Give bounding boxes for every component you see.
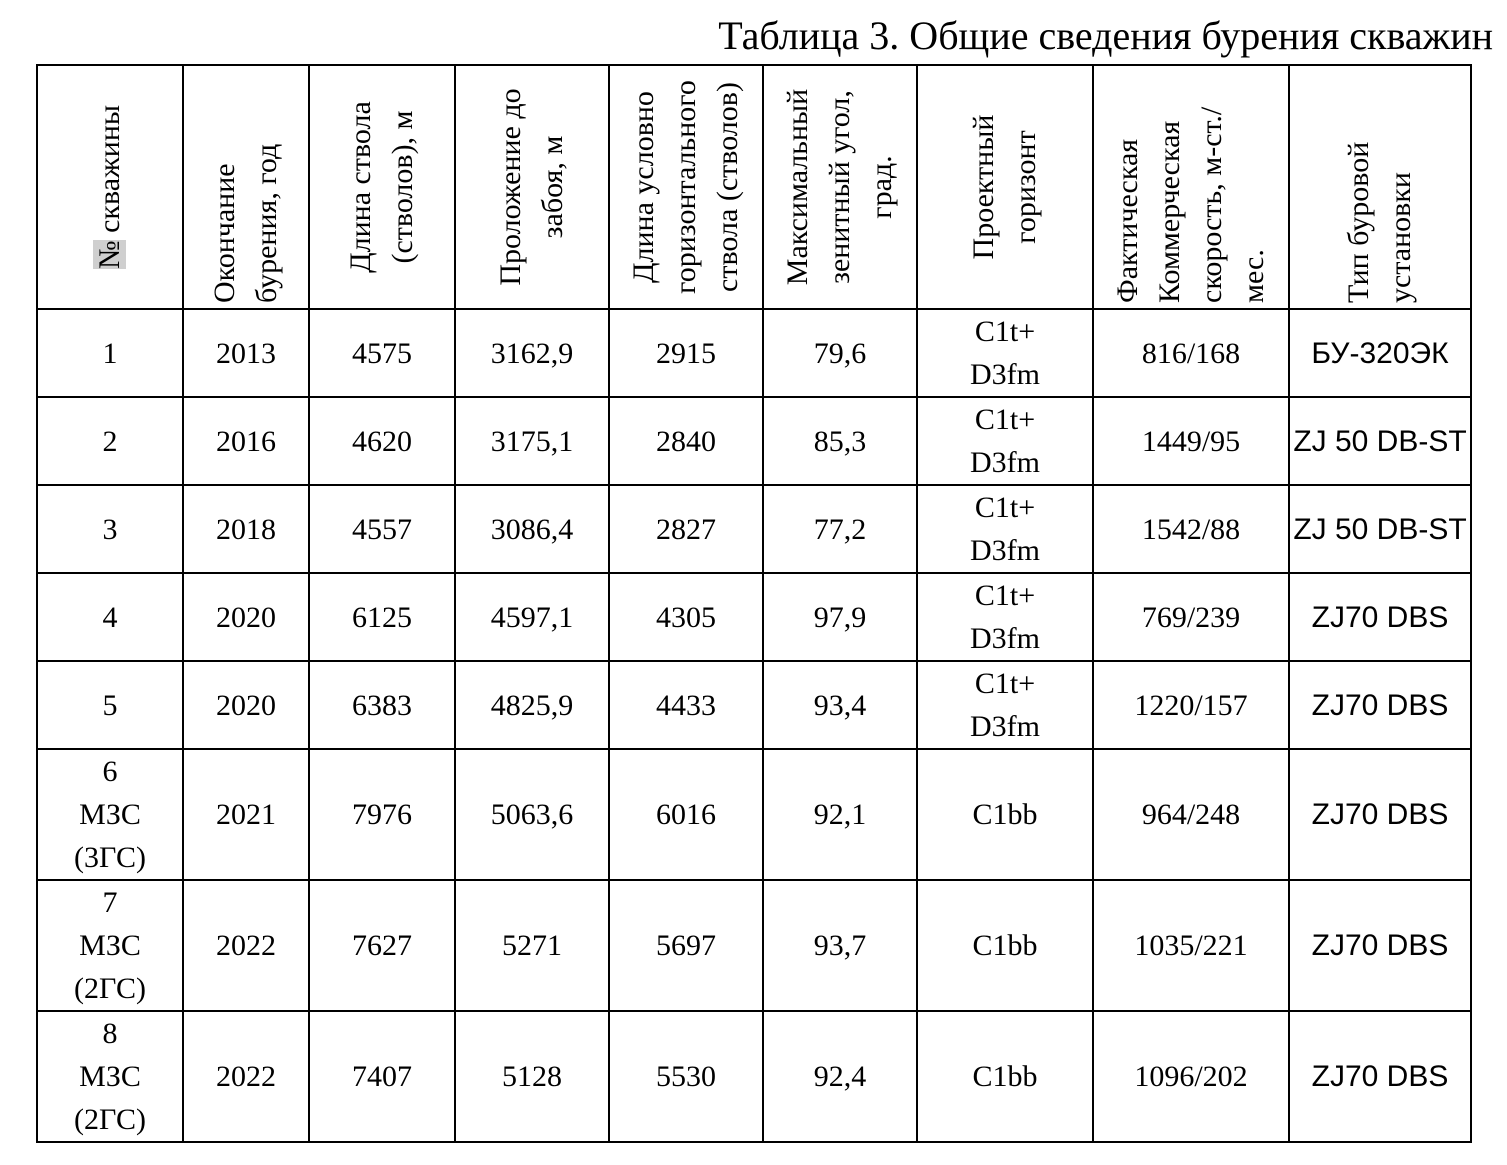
cell-angle: 79,6	[763, 309, 917, 397]
cell-rig: ZJ70 DBS	[1289, 749, 1471, 880]
cell-speed: 964/248	[1093, 749, 1289, 880]
cell-well: 6 МЗС (3ГС)	[37, 749, 183, 880]
cell-year: 2016	[183, 397, 309, 485]
cell-rig: ZJ70 DBS	[1289, 1011, 1471, 1142]
table-row	[37, 749, 1471, 880]
cell-well: 2	[37, 397, 183, 485]
cell-horizon: C1t+ D3fm	[917, 309, 1093, 397]
table-row	[37, 485, 1471, 573]
cell-speed: 1542/88	[1093, 485, 1289, 573]
cell-offset: 3086,4	[455, 485, 609, 573]
cell-speed: 816/168	[1093, 309, 1289, 397]
cell-horizon: C1t+ D3fm	[917, 397, 1093, 485]
cell-year: 2022	[183, 880, 309, 1011]
cell-angle: 93,7	[763, 880, 917, 1011]
cell-length: 4557	[309, 485, 455, 573]
cell-angle: 85,3	[763, 397, 917, 485]
cell-horizontal: 4433	[609, 661, 763, 749]
cell-rig: ZJ70 DBS	[1289, 573, 1471, 661]
cell-angle: 92,1	[763, 749, 917, 880]
cell-well: 1	[37, 309, 183, 397]
cell-horizon: C1bb	[917, 880, 1093, 1011]
table-title: Таблица 3. Общие сведения бурения скважин	[718, 13, 1493, 58]
cell-year: 2022	[183, 1011, 309, 1142]
cell-angle: 97,9	[763, 573, 917, 661]
cell-length: 7976	[309, 749, 455, 880]
cell-horizontal: 2840	[609, 397, 763, 485]
cell-speed: 1096/202	[1093, 1011, 1289, 1142]
table-row	[37, 1011, 1471, 1142]
cell-length: 6125	[309, 573, 455, 661]
cell-speed: 1035/221	[1093, 880, 1289, 1011]
cell-length: 7407	[309, 1011, 455, 1142]
cell-length: 4575	[309, 309, 455, 397]
cell-rig: ZJ 50 DB-ST	[1289, 397, 1471, 485]
table-row	[37, 397, 1471, 485]
cell-offset: 3175,1	[455, 397, 609, 485]
cell-horizontal: 2827	[609, 485, 763, 573]
cell-speed: 769/239	[1093, 573, 1289, 661]
cell-angle: 77,2	[763, 485, 917, 573]
header-well-number-symbol: №	[93, 240, 126, 270]
cell-horizon: C1bb	[917, 749, 1093, 880]
cell-well: 4	[37, 573, 183, 661]
header-end-year: Окончание бурения, год	[183, 65, 309, 309]
cell-angle: 93,4	[763, 661, 917, 749]
cell-speed: 1449/95	[1093, 397, 1289, 485]
table-row	[37, 309, 1471, 397]
cell-length: 4620	[309, 397, 455, 485]
cell-rig: ZJ 50 DB-ST	[1289, 485, 1471, 573]
header-row	[37, 65, 1471, 309]
cell-year: 2020	[183, 661, 309, 749]
table-row	[37, 880, 1471, 1011]
cell-offset: 3162,9	[455, 309, 609, 397]
header-horizontal-length: Длина условно горизонтального ствола (стволов)	[609, 65, 763, 309]
cell-horizontal: 5530	[609, 1011, 763, 1142]
table-row	[37, 661, 1471, 749]
cell-rig: БУ-320ЭК	[1289, 309, 1471, 397]
cell-year: 2020	[183, 573, 309, 661]
cell-length: 7627	[309, 880, 455, 1011]
cell-speed: 1220/157	[1093, 661, 1289, 749]
cell-horizon: C1t+ D3fm	[917, 661, 1093, 749]
table-row	[37, 573, 1471, 661]
header-well-number	[37, 65, 183, 309]
cell-offset: 4825,9	[455, 661, 609, 749]
cell-offset: 5271	[455, 880, 609, 1011]
cell-rig: ZJ70 DBS	[1289, 661, 1471, 749]
cell-horizon: C1t+ D3fm	[917, 573, 1093, 661]
cell-year: 2021	[183, 749, 309, 880]
cell-angle: 92,4	[763, 1011, 917, 1142]
header-offset: Проложение до забоя, м	[455, 65, 609, 309]
cell-offset: 4597,1	[455, 573, 609, 661]
header-rig-type: Тип буровой установки	[1289, 65, 1471, 309]
cell-length: 6383	[309, 661, 455, 749]
header-max-angle: Максимальный зенитный угол, град.	[763, 65, 917, 309]
cell-horizon: C1t+ D3fm	[917, 485, 1093, 573]
cell-horizontal: 5697	[609, 880, 763, 1011]
header-bore-length: Длина ствола (стволов), м	[309, 65, 455, 309]
header-well-number-label: скважины	[93, 104, 126, 241]
cell-well: 3	[37, 485, 183, 573]
cell-horizontal: 2915	[609, 309, 763, 397]
cell-horizontal: 6016	[609, 749, 763, 880]
cell-year: 2018	[183, 485, 309, 573]
cell-year: 2013	[183, 309, 309, 397]
cell-well: 5	[37, 661, 183, 749]
cell-well: 8 МЗС (2ГС)	[37, 1011, 183, 1142]
cell-horizontal: 4305	[609, 573, 763, 661]
cell-rig: ZJ70 DBS	[1289, 880, 1471, 1011]
cell-well: 7 МЗС (2ГС)	[37, 880, 183, 1011]
header-target-horizon: Проектный горизонт	[917, 65, 1093, 309]
cell-offset: 5063,6	[455, 749, 609, 880]
drilling-table	[36, 64, 1472, 1143]
header-commercial-speed: Фактическая Коммерческая скорость, м-ст./мес.	[1093, 65, 1289, 309]
cell-horizon: C1bb	[917, 1011, 1093, 1142]
cell-offset: 5128	[455, 1011, 609, 1142]
